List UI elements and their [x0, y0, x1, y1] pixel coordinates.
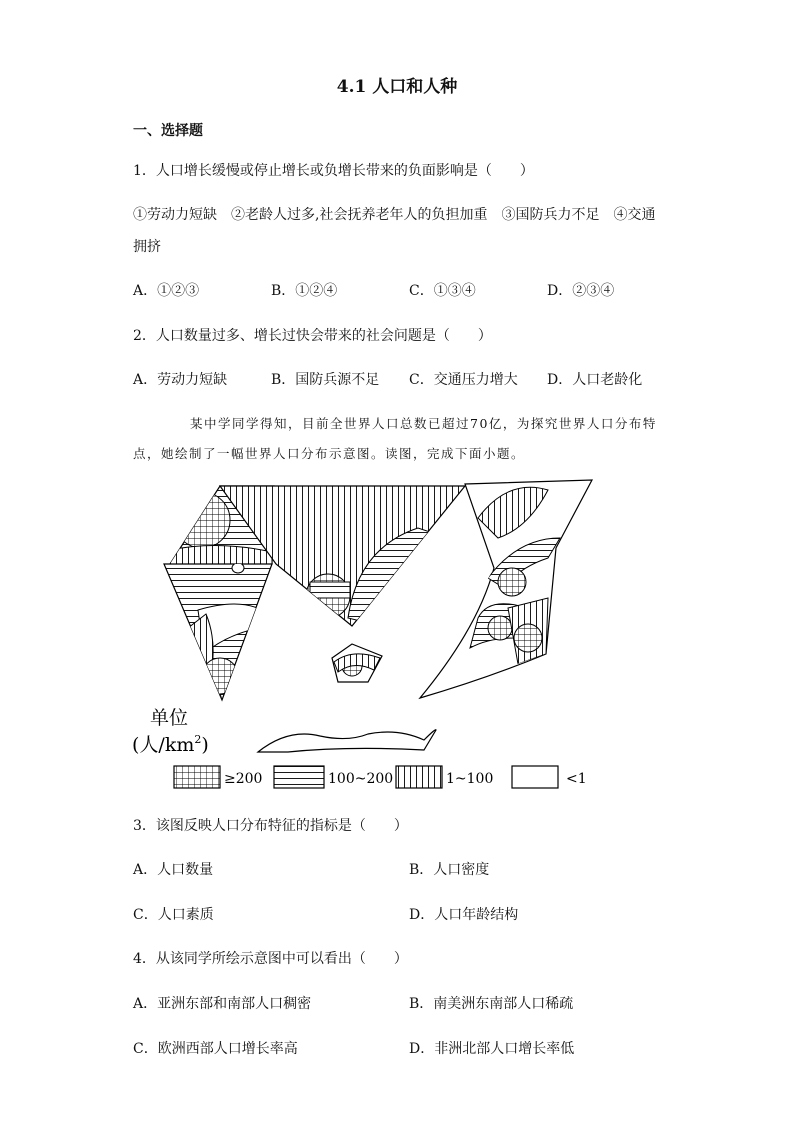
q2-option-d[interactable]: D．人口老龄化	[547, 372, 643, 388]
legend-swatch-grid	[174, 766, 220, 788]
q1-option-d[interactable]: D．②③④	[547, 283, 615, 299]
q1-option-a[interactable]: A．①②③	[133, 283, 200, 299]
q2-stem: 2．人口数量过多、增长过快会带来的社会问题是（ ）	[133, 328, 492, 344]
map-region-south-strip	[258, 730, 436, 752]
legend-swatch-blank	[512, 766, 558, 788]
q1-statements-line1: ①劳动力短缺 ②老龄人过多,社会抚养老年人的负担加重 ③国防兵力不足 ④交通	[133, 207, 656, 223]
legend-label-100-200: 100~200	[328, 771, 394, 787]
q2-option-b[interactable]: B．国防兵源不足	[271, 372, 380, 388]
section-heading: 一、选择题	[133, 123, 203, 139]
map-region-asia	[420, 480, 592, 698]
q4-option-b[interactable]: B．南美洲东南部人口稀疏	[409, 996, 574, 1012]
q3-option-b[interactable]: B．人口密度	[409, 862, 490, 878]
q1-stem: 1．人口增长缓慢或停止增长或负增长带来的负面影响是（ ）	[133, 163, 534, 179]
q1-statements-line2: 拥挤	[133, 239, 161, 255]
legend-label-1-100: 1~100	[446, 771, 494, 787]
legend-label-200plus: ≥200	[224, 771, 263, 787]
q3-option-a[interactable]: A．人口数量	[133, 862, 214, 878]
passage-line2: 点，她绘制了一幅世界人口分布示意图。读图，完成下面小题。	[133, 446, 526, 461]
q2-option-c[interactable]: C．交通压力增大	[409, 372, 518, 388]
passage-line1: 某中学同学得知，目前全世界人口总数已超过70亿，为探究世界人口分布特	[190, 416, 657, 431]
legend-swatch-horizontal	[274, 766, 324, 788]
q3-option-c[interactable]: C．人口素质	[133, 907, 214, 923]
q3-stem: 3．该图反映人口分布特征的指标是（ ）	[133, 818, 408, 834]
q3-option-d[interactable]: D．人口年龄结构	[409, 907, 519, 923]
page-title: 4.1 人口和人种	[336, 77, 458, 97]
legend-unit-label: 单位	[150, 707, 189, 729]
map-region-africa-small	[332, 644, 382, 682]
map-region-south-america	[164, 563, 272, 700]
world-population-map	[128, 478, 598, 798]
legend-label-under1: <1	[566, 771, 587, 787]
q1-option-c[interactable]: C．①③④	[409, 283, 476, 299]
q4-option-c[interactable]: C．欧洲西部人口增长率高	[133, 1041, 298, 1057]
q4-stem: 4．从该同学所绘示意图中可以看出（ ）	[133, 951, 408, 967]
q2-option-a[interactable]: A．劳动力短缺	[133, 372, 228, 388]
legend-swatch-vertical	[396, 766, 442, 788]
legend-unit: (人$/km^2$)	[132, 733, 209, 756]
q1-option-b[interactable]: B．①②④	[271, 283, 338, 299]
q4-option-d[interactable]: D．非洲北部人口增长率低	[409, 1041, 575, 1057]
q4-option-a[interactable]: A．亚洲东部和南部人口稠密	[133, 996, 312, 1012]
